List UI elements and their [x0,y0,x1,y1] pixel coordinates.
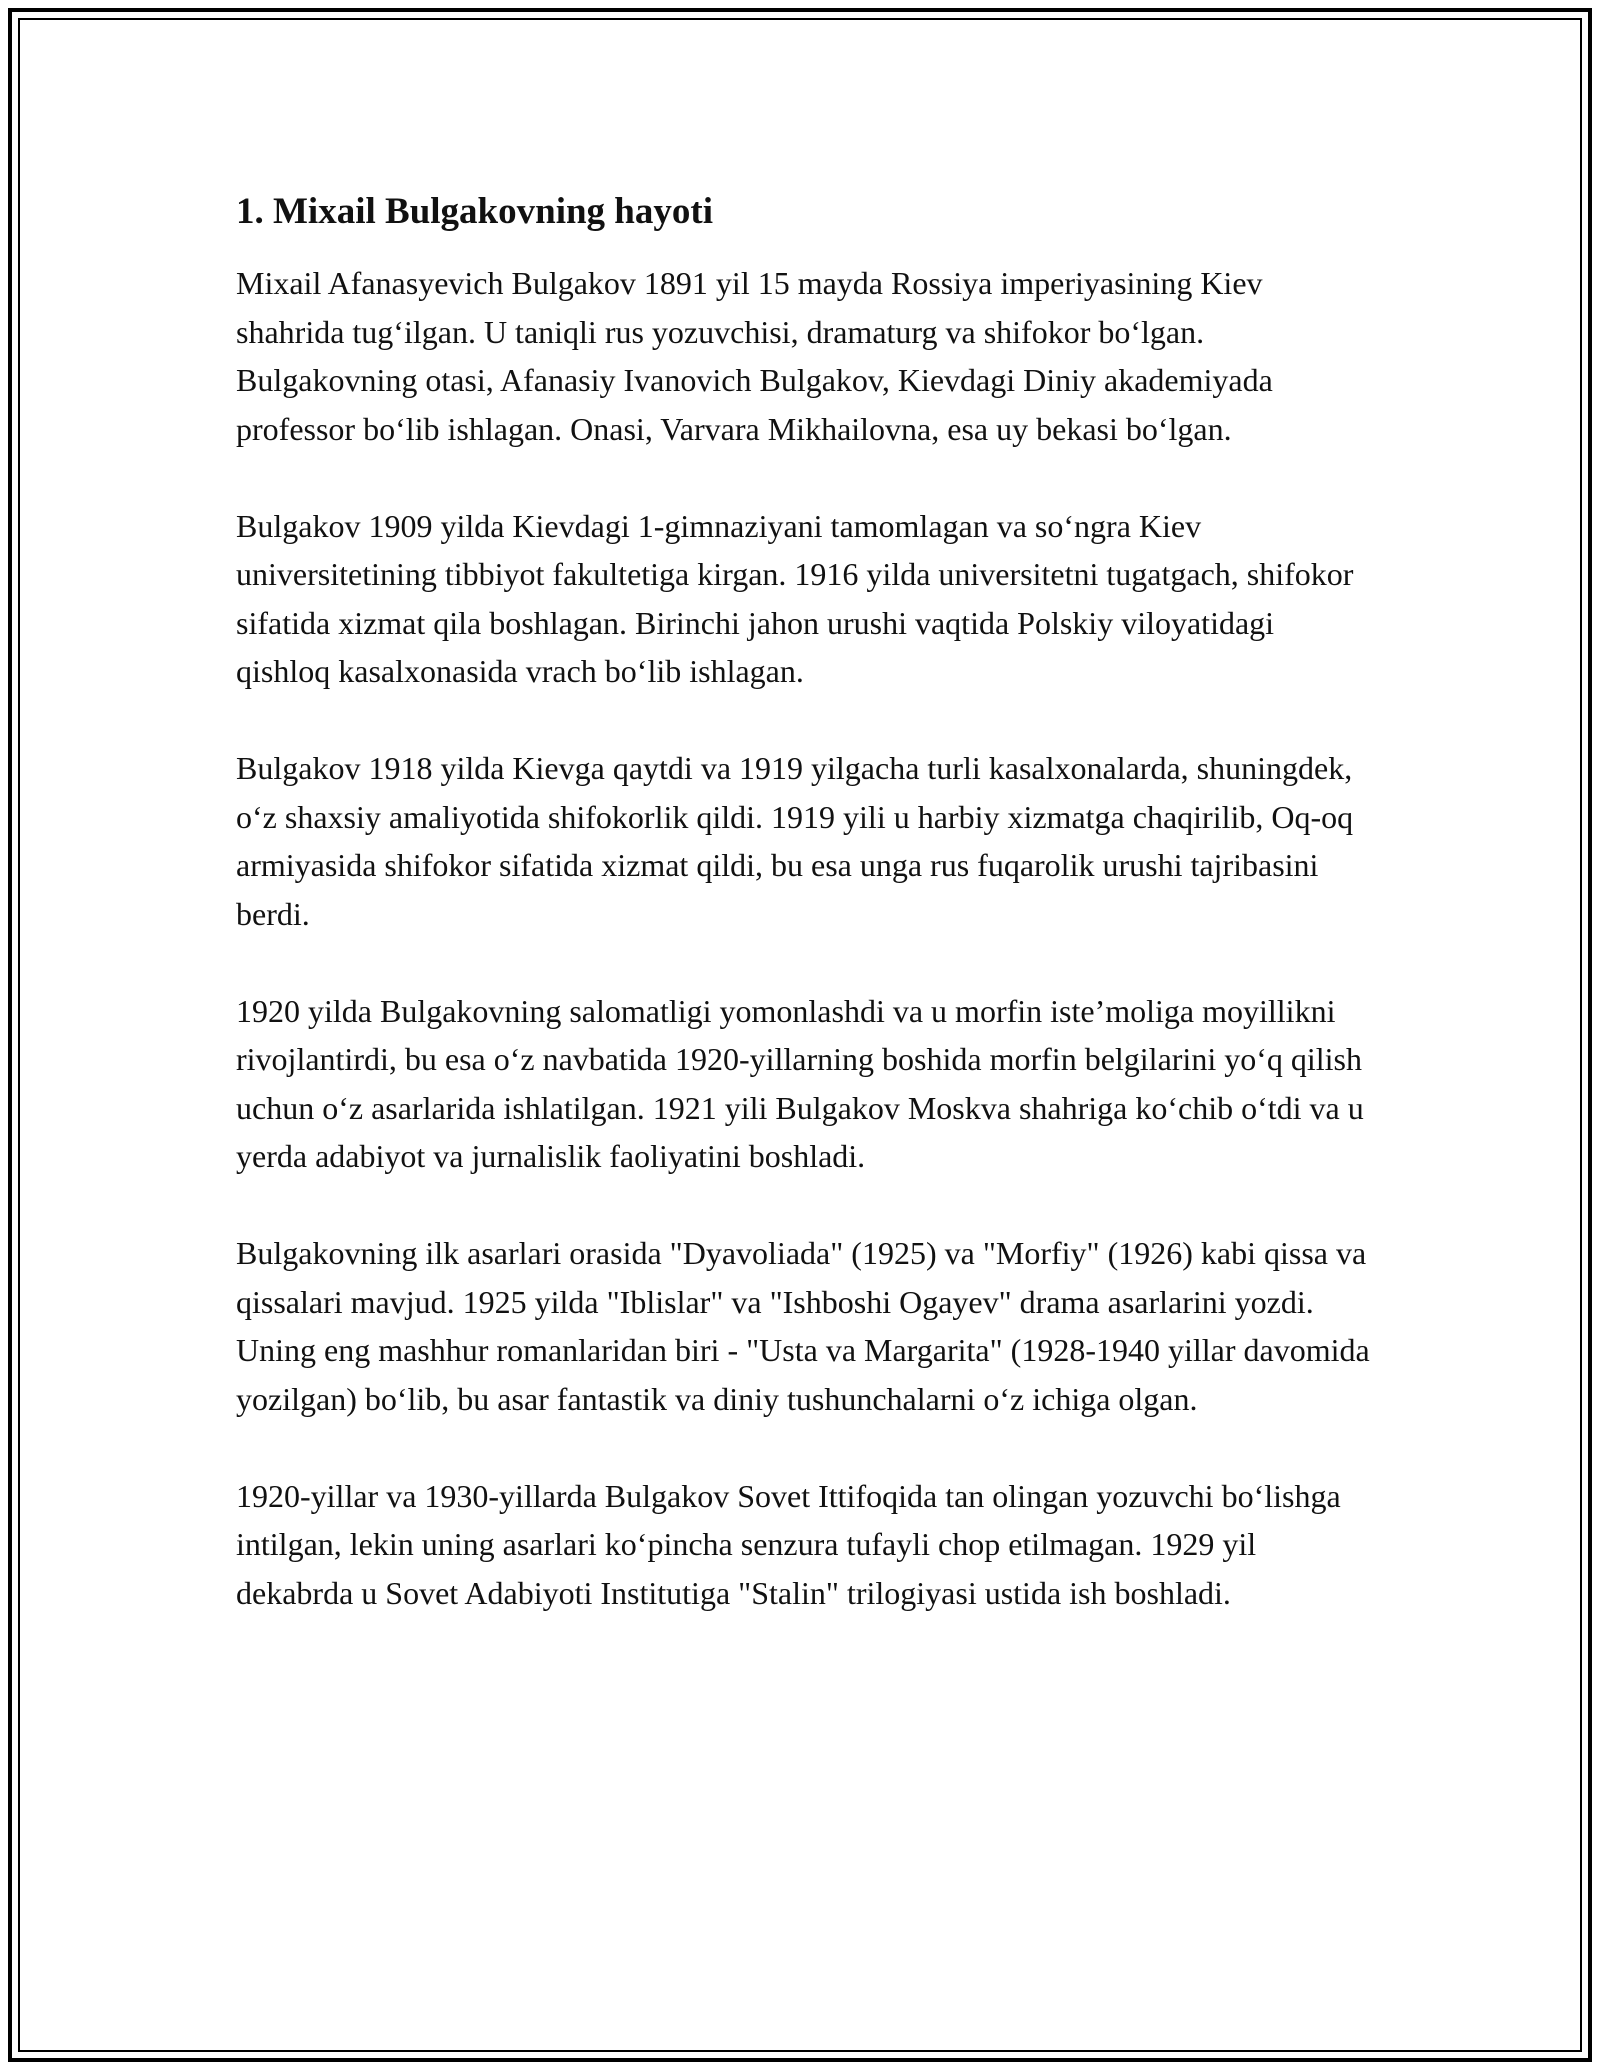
paragraph-3: Bulgakov 1918 yilda Kievga qaytdi va 1919 yilgacha turli kasalxonalarda, shuningdek, o‘z shaxsiy amaliyotida shifokorlik qildi. 1919 yili u harbiy xizmatga chaqirilib, Oq-oq armiyasida shifokor sifatida xizmat qildi, bu esa unga rus fuqarolik urushi tajribasini berdi. [236,750,1354,932]
paragraph-1: Mixail Afanasyevich Bulgakov 1891 yil 15 mayda Rossiya imperiyasining Kiev shahrida tug‘ilgan. U taniqli rus yozuvchisi, dramaturg va shifokor bo‘lgan. Bulgakovning otasi, Afanasiy Ivanovich Bulgakov, Kievdagi Diniy akademiyada professor bo‘lib ishlagan. Onasi, Varvara Mikhailovna, esa uy bekasi bo‘lgan. [236,265,1273,447]
document-body [236,187,1376,1666]
section-heading: 1. Mixail Bulgakovning hayoti [236,191,713,232]
paragraph-6: 1920-yillar va 1930-yillarda Bulgakov Sovet Ittifoqida tan olingan yozuvchi bo‘lishga intilgan, lekin uning asarlari ko‘pincha senzura tufayli chop etilmagan. 1929 yil dekabrda u Sovet Adabiyoti Institutiga "Stalin" trilogiyasi ustida ish boshladi. [236,1477,1341,1611]
paragraph-5: Bulgakovning ilk asarlari orasida "Dyavoliada" (1925) va "Morfiy" (1926) kabi qissa va qissalari mavjud. 1925 yilda "Iblislar" va "Ishboshi Ogayev" drama asarlarini yozdi. Uning eng mashhur romanlaridan biri - "Usta va Margarita" (1928-1940 yillar davomida yozilgan) bo‘lib, bu asar fantastik va diniy tushunchalarni o‘z ichiga olgan. [236,1235,1370,1417]
paragraph-4: 1920 yilda Bulgakovning salomatligi yomonlashdi va u morfin iste’moliga moyillikni rivojlantirdi, bu esa o‘z navbatida 1920-yillarning boshida morfin belgilarini yo‘q qilish uchun o‘z asarlarida ishlatilgan. 1921 yili Bulgakov Moskva shahriga ko‘chib o‘tdi va u yerda adabiyot va jurnalislik faoliyatini boshladi. [236,992,1364,1174]
paragraph-2: Bulgakov 1909 yilda Kievdagi 1-gimnaziyani tamomlagan va so‘ngra Kiev universitetining tibbiyot fakultetiga kirgan. 1916 yilda universitetni tugatgach, shifokor sifatida xizmat qila boshlagan. Birinchi jahon urushi vaqtida Polskiy viloyatidagi qishloq kasalxonasida vrach bo‘lib ishlagan. [236,507,1354,689]
